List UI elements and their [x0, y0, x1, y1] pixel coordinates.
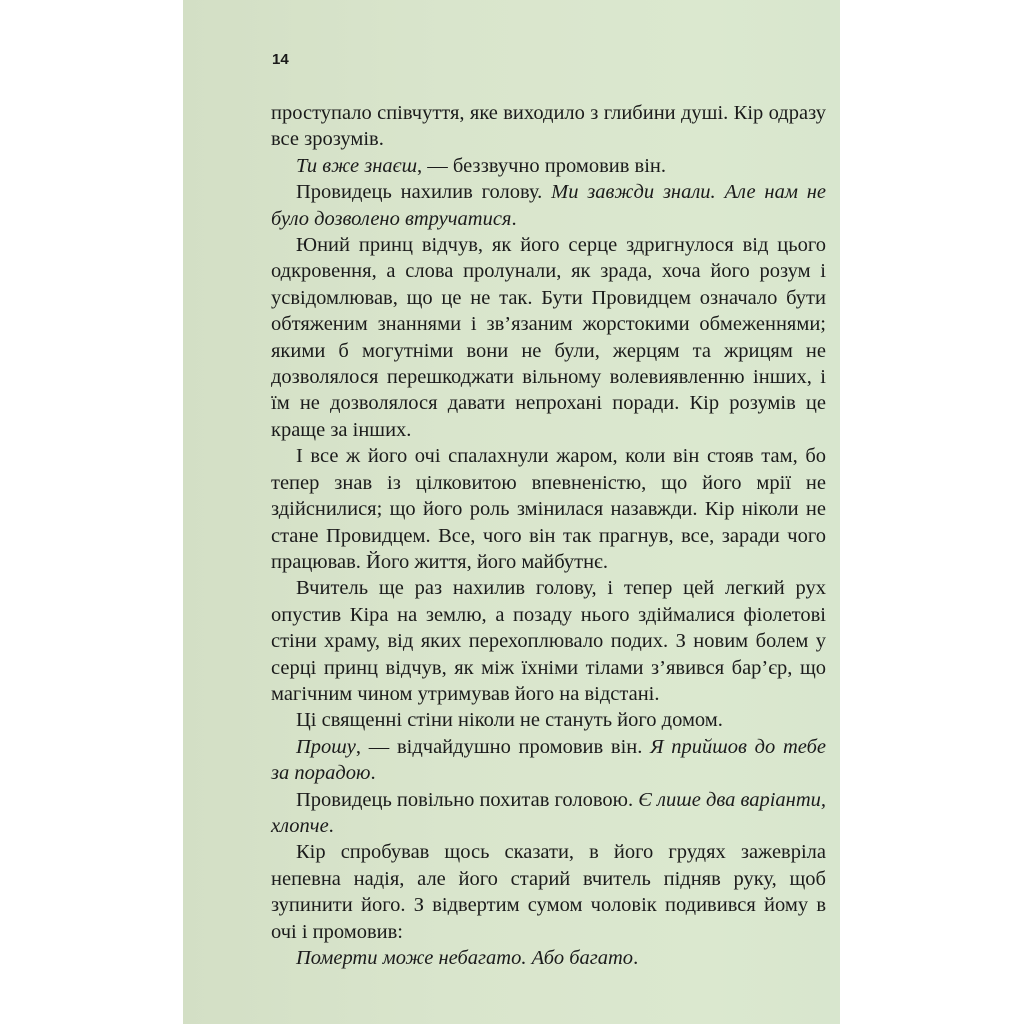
- text-run: проступало співчуття, яке виходило з глибини душі. Кір одразу все зрозумів.: [271, 102, 826, 151]
- text-run: Юний принц відчув, як його серце здригнулося від цього одкровення, а слова пролунали, як зрада, хоча його розум і усвідомлював, що це не так. Бути Провидцем означало бути обтяженим знаннями і зв’язаним жорстокими обмеженнями; якими б могутніми вони не були, жерцям та жрицям не дозволялося перешкоджати вільному волевиявленню інших, і їм не дозволялося давати непрохані поради. Кір розумів це краще за інших.: [271, 234, 826, 441]
- italic-text-run: Прошу: [296, 735, 356, 758]
- text-run: Вчитель ще раз нахилив голову, і тепер цей легкий рух опустив Кіра на землю, а позаду нього здіймалися фіолетові стіни храму, від яких перехоплювало подих. З новим болем у серці принц відчув, як між їхніми тілами з’явився бар’єр, що магічним чином утримував його на відстані.: [271, 577, 826, 705]
- paragraph: [271, 232, 826, 443]
- paragraph: [271, 153, 826, 179]
- italic-text-run: Я прийшов до тебе за порадою: [271, 735, 826, 785]
- paragraph: [271, 787, 826, 840]
- page-number: 14: [272, 51, 289, 68]
- paragraph: [271, 707, 826, 733]
- italic-text-run: Є лише два варіанти, хлопче: [271, 788, 827, 837]
- text-run: .: [511, 207, 517, 230]
- text-run: Провидець повільно похитав головою.: [296, 788, 639, 811]
- paragraph: [271, 443, 826, 575]
- text-run: .: [633, 947, 639, 969]
- paragraph: [271, 179, 826, 232]
- text-run: .: [370, 762, 376, 785]
- italic-text-run: Померти може небагато. Або багато: [296, 947, 634, 969]
- paragraph: [271, 945, 826, 971]
- text-run: , — беззвучно промовив він.: [417, 154, 666, 177]
- page-body-text: [271, 100, 826, 971]
- italic-text-run: Ми завжди знали. Але нам не було дозволено втручатися: [271, 181, 826, 230]
- book-page: [183, 0, 840, 1024]
- text-run: Ці священні стіни ніколи не стануть його домом.: [296, 709, 723, 732]
- italic-text-run: Ти вже знаєш: [296, 154, 418, 177]
- text-run: Кір спробував щось сказати, в його грудях зажевріла непевна надія, але його старий вчитель підняв руку, щоб зупинити його. З відвертим сумом чоловік подивився йому в очі і промовив:: [271, 841, 826, 943]
- text-run: Провидець нахилив голову.: [296, 181, 552, 204]
- paragraph: [271, 100, 826, 153]
- text-run: , — відчайдушно промовив він.: [355, 735, 651, 758]
- text-run: І все ж його очі спалахнули жаром, коли він стояв там, бо тепер знав із цілковитою впевненістю, що його мрії не здійснилися; що його роль змінилася назавжди. Кір ніколи не стане Провидцем. Все, чого він так прагнув, все, заради чого працював. Його життя, його майбутнє.: [271, 445, 826, 573]
- paragraph: [271, 575, 826, 707]
- paragraph: [271, 839, 826, 945]
- paragraph: [271, 734, 826, 787]
- text-run: .: [328, 814, 334, 837]
